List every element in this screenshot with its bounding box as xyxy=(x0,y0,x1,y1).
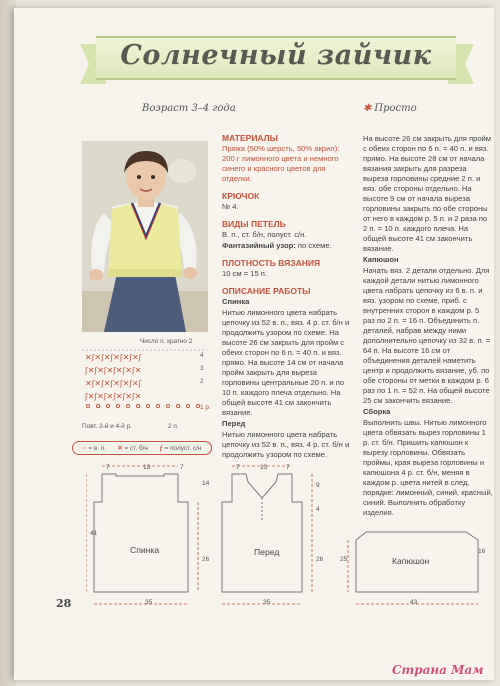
svg-text:ʃ✕ʃ✕ʃ✕ʃ✕ʃ✕ʃ✕: ʃ✕ʃ✕ʃ✕ʃ✕ʃ✕ʃ✕ xyxy=(85,392,142,401)
back-top-dim-1: 7 xyxy=(106,464,110,471)
front-bottom-dim: 35 xyxy=(263,599,271,606)
hood-heading: Капюшон xyxy=(363,255,399,264)
repeat-width-label: 2 п. xyxy=(168,423,179,430)
back-bottom-dim: 35 xyxy=(145,599,153,606)
fancy-pattern-value: по схеме. xyxy=(295,241,332,250)
back-heading: Спинка xyxy=(222,297,250,306)
front-top-dim-2: 13 xyxy=(260,464,268,471)
legend-text-chain: = в. п. xyxy=(88,444,107,452)
chain-symbol-icon: ○ xyxy=(82,444,87,452)
materials-text: Пряжа (50% шерсть, 50% акрил): 200 г лимонного цвета и немного синего и красного цветов для отделки. xyxy=(222,144,340,183)
row-number-4: 4 xyxy=(200,352,204,359)
front-top-dim-3: 7 xyxy=(286,464,290,471)
materials-heading: МАТЕРИАЛЫ xyxy=(222,133,278,143)
chain-row xyxy=(86,404,199,407)
difficulty-label xyxy=(363,103,417,114)
legend-text-sc: = ст. б/н xyxy=(124,445,148,452)
front-outline xyxy=(222,474,302,592)
front-continued-text: На высоте 26 см закрыть для пройм с обеих сторон по 6 п. = 40 п. и вяз. прямо. На высоте 28 см от начала вязания закрыть для разреза выреза горловины средние 2 п. и вяз. обе стороны отдельно. На высоте 9 см от начала выреза горловины закрыть по обе стороны от него в каждом р. 5 п. и 2 раза по 2 п. = 10 п. каждого плеча. На общей высоте 41 см закончить вязание. xyxy=(363,134,492,253)
stitches-text: В. п., ст. б/н, полуст. с/н. xyxy=(222,230,307,239)
density-heading: ПЛОТНОСТЬ ВЯЗАНИЯ xyxy=(222,258,321,268)
instructions-column-2 xyxy=(363,133,493,518)
age-label: Возраст 3–4 года xyxy=(142,103,236,114)
hood-right-dim: 16 xyxy=(478,548,486,555)
front-right-dim-1: 9 xyxy=(316,482,320,489)
hood-piece-name: Капюшон xyxy=(392,556,430,566)
assembly-heading: Сборка xyxy=(363,407,391,416)
front-right-dim-3: 26 xyxy=(316,556,324,563)
front-text: Нитью лимонного цвета набрать цепочку из 52 в. п., вяз. 4 р. ст. б/н и продолжить узором по схеме. xyxy=(222,430,350,459)
back-top-dim-2: 13 xyxy=(143,464,151,471)
svg-text:✕ʃ✕ʃ✕ʃ✕ʃ✕ʃ✕ʃ: ✕ʃ✕ʃ✕ʃ✕ʃ✕ʃ✕ʃ xyxy=(85,379,142,388)
stitches-heading: ВИДЫ ПЕТЕЛЬ xyxy=(222,219,286,229)
density-text: 10 см = 15 п. xyxy=(222,269,268,278)
row-number-2: 2 xyxy=(200,378,204,385)
back-outline xyxy=(94,474,188,592)
back-top-dim-3: 7 xyxy=(180,464,184,471)
back-right-dim-1: 14 xyxy=(202,480,210,487)
assembly-text: Выполнить швы. Нитью лимонного цвета обвязать вырез горловины 1 р. ст. б/н. Пришить капюшон к вырезу горловины. Обвязать проймы, края выреза горловины и капюшона 4 р. ст. б/н, меняя в каждом р. цвета нитей в след. порядке: лимонный, синий, красный, синий. Выполнить обработку изделия. xyxy=(363,418,493,517)
svg-text:✕ʃ✕ʃ✕ʃ✕ʃ✕ʃ✕ʃ: ✕ʃ✕ʃ✕ʃ✕ʃ✕ʃ✕ʃ xyxy=(85,353,142,362)
hdc-symbol-icon: ƒ xyxy=(159,444,163,452)
front-piece-name: Перед xyxy=(254,547,280,557)
fancy-pattern-text xyxy=(222,241,354,251)
work-description-heading: ОПИСАНИЕ РАБОТЫ xyxy=(222,286,311,296)
legend-item-hdc xyxy=(159,445,201,452)
page-title: Солнечный зайчик xyxy=(120,40,432,71)
star-icon: ✱ xyxy=(363,103,372,114)
product-photo xyxy=(82,141,208,332)
back-right-dim-2: 26 xyxy=(202,556,210,563)
row-number-1: 1 р. xyxy=(200,404,211,411)
front-heading: Перед xyxy=(222,419,246,428)
hood-bottom-dim: 43 xyxy=(410,599,418,606)
chart-legend xyxy=(72,441,212,455)
back-text: Нитью лимонного цвета набрать цепочку из 52 в. п., вяз. 4 р. ст. б/н и продолжить узором по схеме. На высоте 26 см закрыть для пройм с обеих сторон по 6 п. = 40 п. и вяз. прямо. На высоте 14 см от начала пройм закрыть для выреза горловины центральные 20 п. и по 10 п. каждого плеча отдельно. На общей высоте 41 см закончить вязание. xyxy=(222,308,350,417)
watermark xyxy=(392,663,484,677)
repeat-label: Число п. кратно 2 xyxy=(140,338,193,345)
watermark-text: Страна Мам xyxy=(392,663,484,677)
child-in-vest-illustration xyxy=(82,141,208,332)
page-number: 28 xyxy=(56,597,72,610)
fancy-pattern-label: Фантазийный узор: xyxy=(222,241,296,250)
legend-item-sc xyxy=(117,444,148,452)
row-number-3: 3 xyxy=(200,365,204,372)
pattern-schematics xyxy=(86,462,496,612)
back-side-dim: 41 xyxy=(90,530,98,537)
hook-heading: КРЮЧОК xyxy=(222,191,260,201)
rows-repeat-label: Повт. 3-й и 4-й р. xyxy=(82,423,132,430)
svg-text:ʃ✕ʃ✕ʃ✕ʃ✕ʃ✕ʃ✕: ʃ✕ʃ✕ʃ✕ʃ✕ʃ✕ʃ✕ xyxy=(85,366,142,375)
cross-symbol-icon: ✕ xyxy=(117,445,123,452)
back-piece-name: Спинка xyxy=(130,545,160,555)
legend-text-hdc: = полуст. с/н xyxy=(164,444,202,452)
legend-item-chain xyxy=(83,445,106,452)
front-top-dim-1: 7 xyxy=(236,464,240,471)
front-right-dim-2: 4 xyxy=(316,506,320,513)
difficulty-text: Просто xyxy=(374,103,417,114)
hook-text: № 4. xyxy=(222,202,239,211)
hood-side-dim: 25 xyxy=(340,556,348,563)
instructions-column-1 xyxy=(222,133,354,460)
hood-text: Начать вяз. 2 детали отдельно. Для каждой детали нитью лимонного цвета набрать цепочку из 6 в. п. и вяз. узором по схеме, приб. с внутренних сторон в каждом р. 5 раз по 2 п. = 16 п. Объединить п. деталей, набрав между ними дополнительно цепочку из 32 в. п. = 64 п. На высоте 16 см от объединения деталей наметить центр и продолжить вязание, уб. по обе стороны от метки в каждом р. 6 раз по 1 п. = 52 п. На общей высоте 25 см закончить вязание. xyxy=(363,266,491,405)
